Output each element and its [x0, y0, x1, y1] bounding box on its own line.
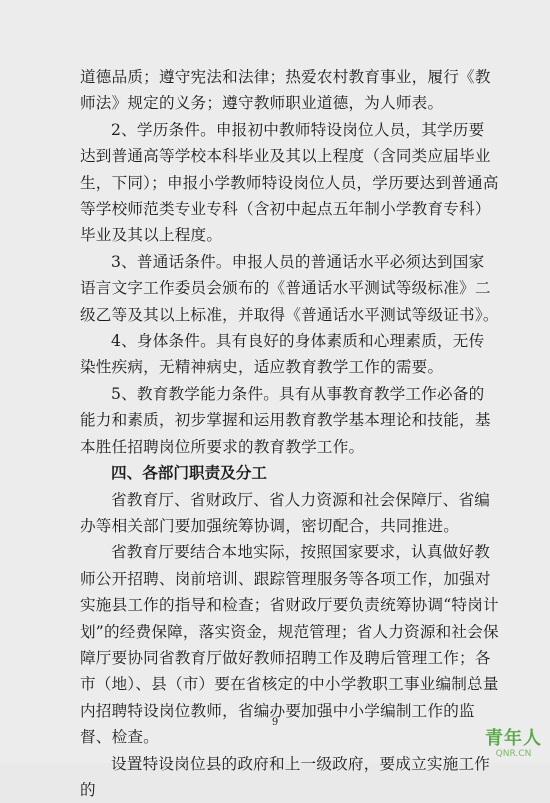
section-heading: 四、各部门职责及分工 — [111, 463, 267, 483]
watermark-logo — [485, 729, 542, 759]
paragraph-education-requirement: 2、学历条件。申报初中教师特设岗位人员，其学历要达到普通高等学校本科毕业及其以上程度（含同类应届毕业生，下同）；申报小学教师特设岗位人员，学历要达到普通高等学校师范类专业专科（含初中起点五年制小学教育专科）毕业及其以上程度。 — [80, 120, 499, 245]
paragraph-health-requirement: 4、身体条件。具有良好的身体素质和心理素质，无传染性疾病，无精神病史，适应教育教学工作的需要。 — [80, 332, 485, 377]
watermark-domain: QNR.CN — [495, 749, 532, 759]
watermark-text: 青年人 — [485, 728, 542, 749]
paragraph-departments: 省教育厅、省财政厅、省人力资源和社会保障厅、省编办等相关部门要加强统筹协调，密切配合，共同推进。 — [80, 490, 491, 535]
page-number: 9 — [271, 717, 279, 728]
body-text — [80, 64, 500, 803]
paragraph-1-continued: 道德品质；遵守宪法和法律；热爱农村教育事业，履行《教师法》规定的义务；遵守教师职业道德，为人师表。 — [80, 68, 491, 113]
paragraph-education-dept: 省教育厅要结合本地实际，按照国家要求，认真做好教师公开招聘、岗前培训、跟踪管理服务等各项工作，加强对实施县工作的指导和检查；省财政厅要负责统筹协调“特岗计划”的经费保障，落实资金，规范管理；省人力资源和社会保障厅要协同省教育厅做好教师招聘工作及聘后管理工作；各市（地）、县（市）要在省核定的中小学教职工事业编制总量内招聘特设岗位教师，省编办要加强中小学编制工作的监督、检查。 — [80, 543, 499, 747]
paragraph-county-government: 设置特设岗位县的政府和上一级政府，要成立实施工作的 — [80, 754, 491, 799]
paragraph-teaching-ability: 5、教育教学能力条件。具有从事教育教学工作必备的能力和素质，初步掌握和运用教育教学基本理论和技能，基本胜任招聘岗位所要求的教育教学工作。 — [80, 384, 491, 456]
paragraph-mandarin-requirement: 3、普通话条件。申报人员的普通话水平必须达到国家语言文字工作委员会颁布的《普通话水平测试等级标准》二级乙等及其以上标准，并取得《普通话水平测试等级证书》。 — [80, 252, 499, 324]
